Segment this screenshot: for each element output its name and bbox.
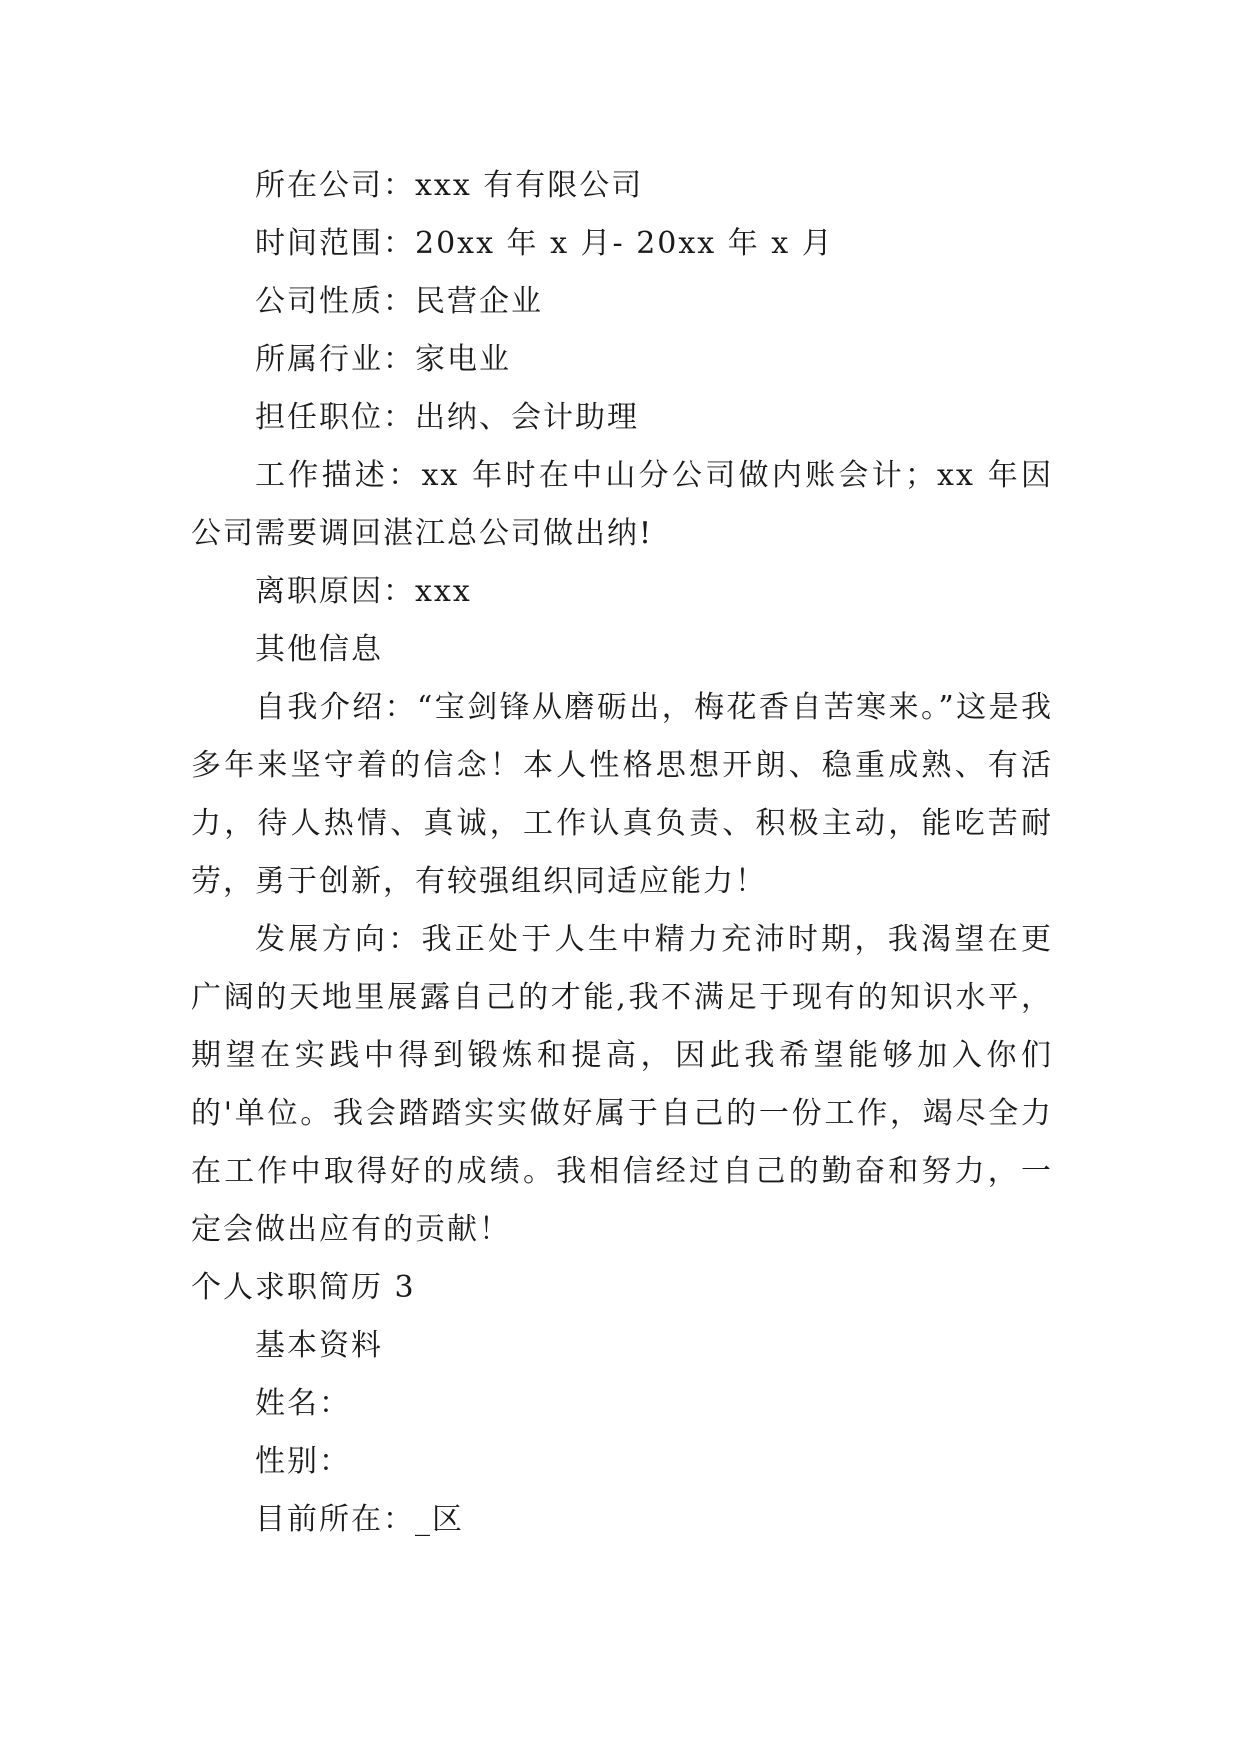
gender-field: 性别： bbox=[255, 1444, 351, 1479]
company-line: 所在公司：xxx 有有限公司 bbox=[255, 168, 644, 203]
document-body bbox=[191, 157, 1053, 1549]
resume-title: 个人求职简历 3 bbox=[191, 1270, 416, 1305]
position-line: 担任职位：出纳、会计助理 bbox=[255, 400, 639, 435]
location-field: 目前所在：_区 bbox=[255, 1502, 464, 1537]
self-intro-paragraph: 自我介绍：“宝剑锋从磨砺出，梅花香自苦寒来。”这是我多年来坚守着的信念！本人性格思想开朗、稳重成熟、有活力，待人热情、真诚，工作认真负责、积极主动，能吃苦耐劳，勇于创新，有较强组织同适应能力！ bbox=[191, 690, 1053, 899]
leave-reason-line: 离职原因：xxx bbox=[255, 574, 472, 609]
direction-paragraph: 发展方向：我正处于人生中精力充沛时期，我渴望在更广阔的天地里展露自己的才能,我不满足于现有的知识水平，期望在实践中得到锻炼和提高，因此我希望能够加入你们的'单位。我会踏踏实实做好属于自己的一份工作，竭尽全力在工作中取得好的成绩。我相信经过自己的勤奋和努力，一定会做出应有的贡献！ bbox=[191, 922, 1053, 1247]
basic-info-heading: 基本资料 bbox=[255, 1328, 383, 1363]
period-line: 时间范围：20xx 年 x 月- 20xx 年 x 月 bbox=[255, 226, 834, 261]
company-type-line: 公司性质：民营企业 bbox=[255, 284, 543, 319]
job-description-paragraph: 工作描述：xx 年时在中山分公司做内账会计；xx 年因公司需要调回湛江总公司做出纳! bbox=[191, 458, 1053, 551]
other-info-heading: 其他信息 bbox=[255, 632, 383, 667]
industry-line: 所属行业：家电业 bbox=[255, 342, 511, 377]
name-field: 姓名： bbox=[255, 1386, 351, 1421]
